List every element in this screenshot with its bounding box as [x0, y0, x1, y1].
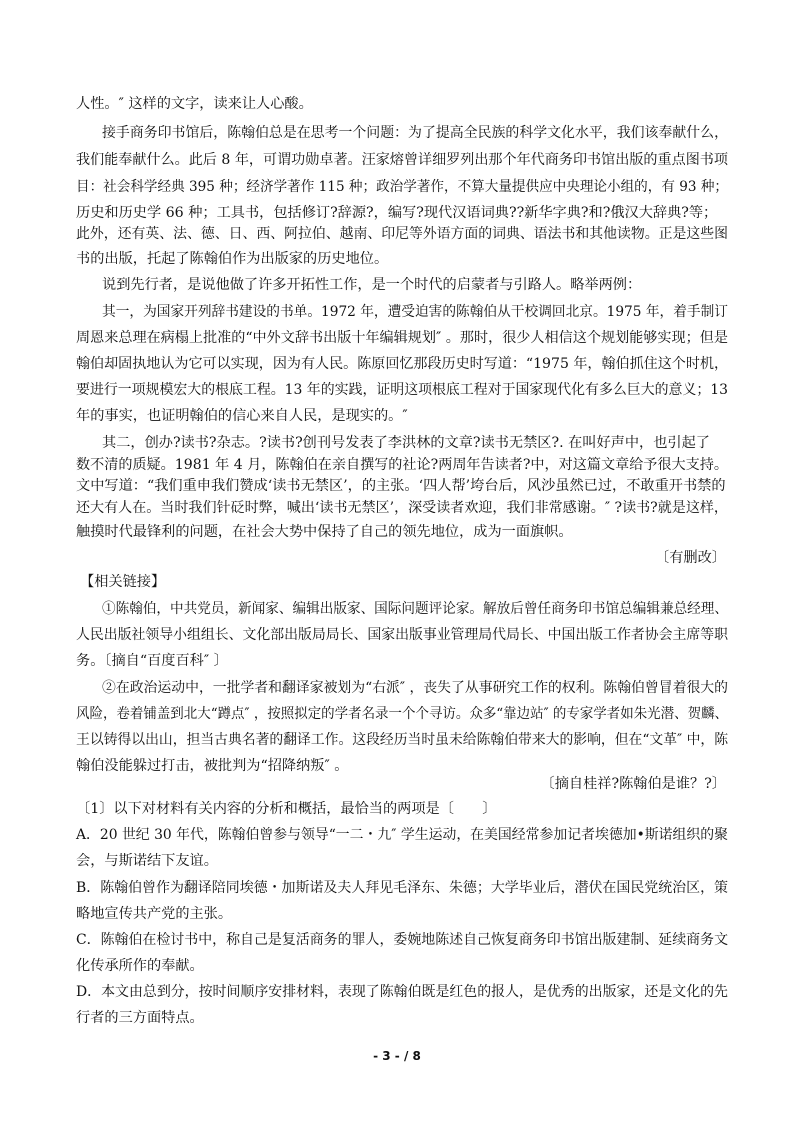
text-line: 人民出版社领导小组组长、文化部出版局局长、国家出版事业管理局代局长、中国出版工作者协会主席等职: [76, 627, 729, 643]
text-line: 务。〔摘自“百度百科″ 〕: [76, 653, 228, 669]
text-line: 要进行一项规模宏大的根底工程。13 年的实践，证明这项根底工程对于国家现代化有多么巨大的意义；13: [76, 382, 728, 398]
option-b: B．陈翰伯曾作为翻译陪同埃德・加斯诺及夫人拜见毛泽东、朱德；大学毕业后，潜伏在国民党统治区，策: [76, 880, 728, 896]
text-line: 书的出版，托起了陈翰伯作为出版家的历史地位。: [76, 251, 389, 267]
option-a: A．20 世纪 30 年代，陈翰伯曾参与领导“一二・九″ 学生运动，在美国经常参加记者埃德加•斯诺组织的聚: [76, 827, 729, 843]
text-line: 其二，创办?读书?杂志。?读书?创刊号发表了李洪林的文章?读书无禁区?. 在叫好声中，也引起了: [102, 435, 710, 451]
text-line: ②在政治运动中，一批学者和翻译家被划为“右派″ ，丧失了从事研究工作的权利。陈翰伯曾冒着很大的: [102, 680, 729, 696]
text-line: 翰伯却固执地认为它可以实现，因为有人民。陈原回忆那段历史时写道：“1975 年，翰伯抓住这个时机，: [76, 356, 729, 372]
page-number: - 3 - / 8: [373, 1049, 421, 1063]
text-line: 触摸时代最锋利的问题，在社会大势中保持了自己的领先地位，成为一面旗帜。: [76, 524, 573, 540]
option-a-cont: 会，与斯诺结下友谊。: [76, 853, 218, 869]
text-line: 历史和历史学 66 种；工具书，包括修订?辞源?，编写?现代汉语词典??新华字典?和?俄汉大辞典?等；: [76, 205, 718, 221]
source-note: 〔摘自桂祥?陈翰伯是谁？?〕: [540, 776, 726, 792]
text-line: 周恩来总理在病榻上批准的“中外文辞书出版十年编辑规划″ 。那时，很少人相信这个规划能够实现；但是: [76, 330, 728, 346]
text-line: 文中写道：“我们重申我们赞成‘读书无禁区’，的主张。‘四人帮’垮台后，风沙虽然已过，不敢重开书禁的: [76, 478, 726, 494]
text-line: 接手商务印书馆后，陈翰伯总是在思考一个问题：为了提高全民族的科学文化水平，我们该奉献什么，: [102, 125, 729, 141]
text-line: 其一，为国家开列辞书建设的书单。1972 年，遭受迫害的陈翰伯从干校调回北京。1975 年，着手制订: [102, 304, 728, 320]
text-line: 数不清的质疑。1981 年 4 月，陈翰伯在亲自撰写的社论?两周年告读者?中，对这篇文章给予很大支持。: [76, 457, 728, 473]
option-c-cont: 化传承所作的奉献。: [76, 958, 204, 974]
text-line: 说到先行者，是说他做了许多开拓性工作，是一个时代的启蒙者与引路人。略举两例：: [102, 277, 642, 293]
option-c: C．陈翰伯在检讨书中，称自己是复活商务的罪人，委婉地陈述自己恢复商务印书馆出版建制、延续商务文: [76, 932, 729, 948]
text-line: 此外，还有英、法、德、日、西、阿拉伯、越南、印尼等外语方面的词典、语法书和其他读物。正是这些图: [76, 226, 729, 242]
option-d-cont: 行者的三方面特点。: [76, 1010, 204, 1026]
text-line: 还大有人在。当时我们针砭时弊，喊出‘读书无禁区’，深受读者欢迎，我们非常感谢。″ ?读书?就是这样，: [76, 500, 728, 516]
text-line: 人性。″ 这样的文字，读来让人心酸。: [76, 96, 313, 112]
text-line: 王以铸得以出山，担当古典名著的翻译工作。这段经历当时虽未给陈翰伯带来大的影响，但在“文革″ 中，陈: [76, 732, 729, 748]
text-line: 翰伯没能躲过打击，被批判为“招降纳叛″ 。: [76, 758, 349, 774]
text-line: 我们能奉献什么。此后 8 年，可谓功勋卓著。汪家熔曾详细罗列出那个年代商务印书馆出版的重点图书项: [76, 152, 728, 168]
option-b-cont: 略地宣传共产党的主张。: [76, 906, 233, 922]
edit-note: 〔有删改〕: [655, 550, 726, 566]
text-line: 目：社会科学经典 395 种；经济学著作 115 种；政治学著作，不算大量提供应中央理论小组的，有 93 种；: [76, 179, 729, 195]
text-line: ①陈翰伯，中共党员，新闻家、编辑出版家、国际问题评论家。解放后曾任商务印书馆总编辑兼总经理、: [102, 601, 729, 617]
text-line: 年的事实，也证明翰伯的信心来自人民，是现实的。″: [76, 408, 408, 424]
section-header: 【相关链接】: [80, 574, 166, 590]
text-line: 风险，卷着铺盖到北大“蹲点″ ，按照拟定的学者名录一个个寻访。众多“靠边站″ 的专家学者如朱光潜、贺麟、: [76, 706, 729, 722]
question-stem: 〔1〕以下对材料有关内容的分析和概括，最恰当的两项是〔 〕: [76, 801, 497, 817]
option-d: D．本文由总到分，按时间顺序安排材料，表现了陈翰伯既是红色的报人，是优秀的出版家，还是文化的先: [76, 984, 728, 1000]
